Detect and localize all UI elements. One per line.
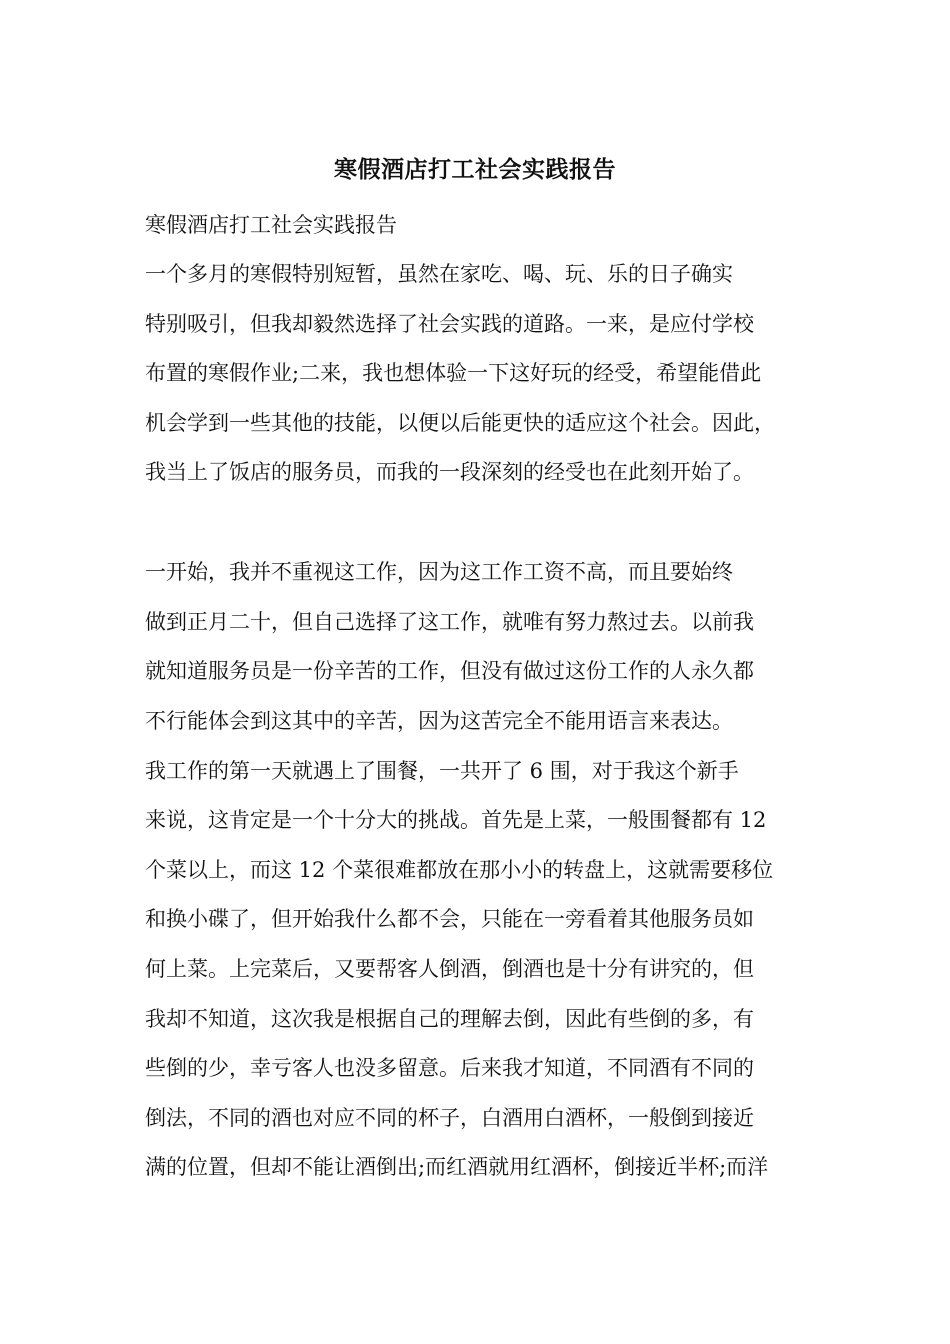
body-line: 一开始，我并不重视这工作，因为这工作工资不高，而且要始终 (145, 560, 733, 584)
body-line: 满的位置，但却不能让酒倒出;而红酒就用红酒杯，倒接近半杯;而洋 (145, 1155, 769, 1179)
body-line: 机会学到一些其他的技能，以便以后能更快的适应这个社会。因此， (145, 411, 775, 435)
body-line: 一个多月的寒假特别短暂，虽然在家吃、喝、玩、乐的日子确实 (145, 262, 733, 286)
body-line: 来说，这肯定是一个十分大的挑战。首先是上菜，一般围餐都有 12 (145, 808, 767, 832)
body-line: 些倒的少，幸亏客人也没多留意。后来我才知道，不同酒有不同的 (145, 1056, 754, 1080)
body-line: 布置的寒假作业;二来，我也想体验一下这好玩的经受，希望能借此 (145, 361, 762, 385)
body-line: 我却不知道，这次我是根据自己的理解去倒，因此有些倒的多，有 (145, 1007, 754, 1031)
body-line: 和换小碟了，但开始我什么都不会，只能在一旁看着其他服务员如 (145, 907, 754, 931)
body-line: 特别吸引，但我却毅然选择了社会实践的道路。一来，是应付学校 (145, 312, 754, 336)
document-title: 寒假酒店打工社会实践报告 (334, 156, 616, 183)
body-line: 就知道服务员是一份辛苦的工作，但没有做过这份工作的人永久都 (145, 659, 754, 683)
body-line: 做到正月二十，但自己选择了这工作，就唯有努力熬过去。以前我 (145, 610, 754, 634)
body-line: 寒假酒店打工社会实践报告 (145, 213, 397, 237)
body-line: 我当上了饭店的服务员，而我的一段深刻的经受也在此刻开始了。 (145, 460, 754, 484)
body-line: 不行能体会到这其中的辛苦，因为这苦完全不能用语言来表达。 (145, 709, 733, 733)
body-line: 倒法，不同的酒也对应不同的杯子，白酒用白酒杯，一般倒到接近 (145, 1106, 754, 1130)
body-line: 个菜以上，而这 12 个菜很难都放在那小小的转盘上，这就需要移位 (145, 858, 774, 882)
body-line: 我工作的第一天就遇上了围餐，一共开了 6 围，对于我这个新手 (145, 759, 739, 783)
body-line: 何上菜。上完菜后，又要帮客人倒酒，倒酒也是十分有讲究的，但 (145, 957, 754, 981)
